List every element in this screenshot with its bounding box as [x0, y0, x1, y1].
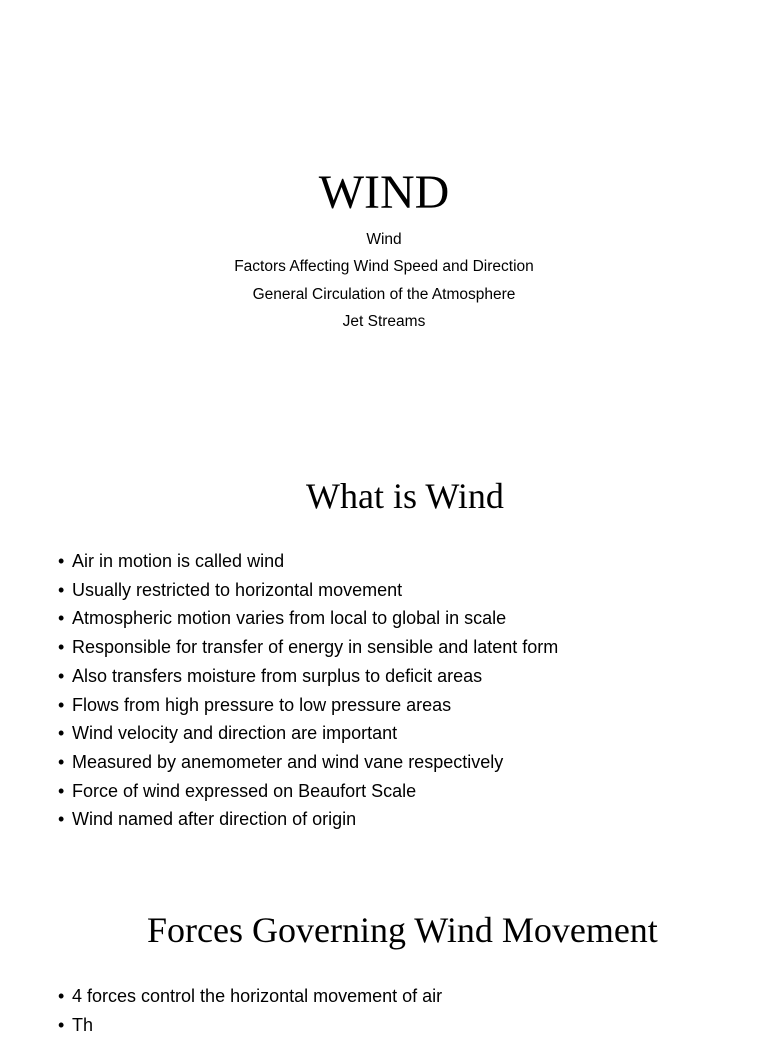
bullet-icon: • — [58, 1014, 65, 1035]
bullet-text: Atmospheric motion varies from local to global in scale — [72, 608, 507, 629]
bullet-text: Wind named after direction of origin — [72, 809, 357, 830]
bullet-item — [58, 719, 558, 748]
bullet-text: Force of wind expressed on Beaufort Scale — [72, 780, 417, 801]
bullet-icon: • — [58, 986, 65, 1006]
bullet-icon: • — [58, 665, 65, 686]
bullet-item — [58, 662, 558, 691]
bullet-text: Th — [72, 1014, 94, 1035]
bullet-item — [58, 805, 558, 834]
bullet-list — [58, 547, 558, 834]
bullet-item — [58, 1011, 442, 1039]
bullet-icon: • — [58, 723, 65, 744]
bullet-text: 4 forces control the horizontal movement of air — [72, 986, 443, 1006]
bullet-text: Measured by anemometer and wind vane respectively — [72, 751, 504, 772]
topic-list — [0, 226, 768, 335]
slide-heading: What is Wind — [306, 476, 504, 516]
bullet-item — [58, 777, 558, 806]
what-is-wind-slide — [0, 440, 768, 880]
bullet-text: Flows from high pressure to low pressure areas — [72, 694, 452, 715]
bullet-item — [58, 982, 442, 1011]
topic-item: Factors Affecting Wind Speed and Direction — [234, 258, 534, 276]
bullet-icon: • — [58, 751, 65, 772]
bullet-text: Also transfers moisture from surplus to deficit areas — [72, 665, 483, 686]
bullet-item — [58, 633, 558, 662]
topic-item: Wind — [366, 231, 402, 248]
slide-heading: Forces Governing Wind Movement — [147, 910, 658, 950]
bullet-item — [58, 604, 558, 633]
bullet-item — [58, 691, 558, 720]
bullet-icon: • — [58, 579, 65, 600]
page-title: WIND — [318, 166, 450, 219]
topic-item: Jet Streams — [342, 312, 426, 330]
bullet-text: Usually restricted to horizontal movement — [72, 579, 403, 600]
bullet-item — [58, 748, 558, 777]
bullet-text: Air in motion is called wind — [72, 551, 285, 571]
title-slide — [0, 0, 768, 440]
topic-item: General Circulation of the Atmosphere — [252, 285, 516, 303]
bullet-item — [58, 576, 558, 605]
forces-slide — [0, 880, 768, 1035]
bullet-icon: • — [58, 809, 65, 830]
bullet-text: Responsible for transfer of energy in sensible and latent form — [72, 637, 559, 658]
bullet-icon: • — [58, 780, 65, 801]
bullet-icon: • — [58, 551, 65, 571]
bullet-icon: • — [58, 608, 65, 629]
bullet-list — [58, 982, 442, 1039]
bullet-text: Wind velocity and direction are important — [72, 723, 398, 744]
bullet-item — [58, 547, 558, 576]
bullet-icon: • — [58, 694, 65, 715]
bullet-icon: • — [58, 637, 65, 658]
